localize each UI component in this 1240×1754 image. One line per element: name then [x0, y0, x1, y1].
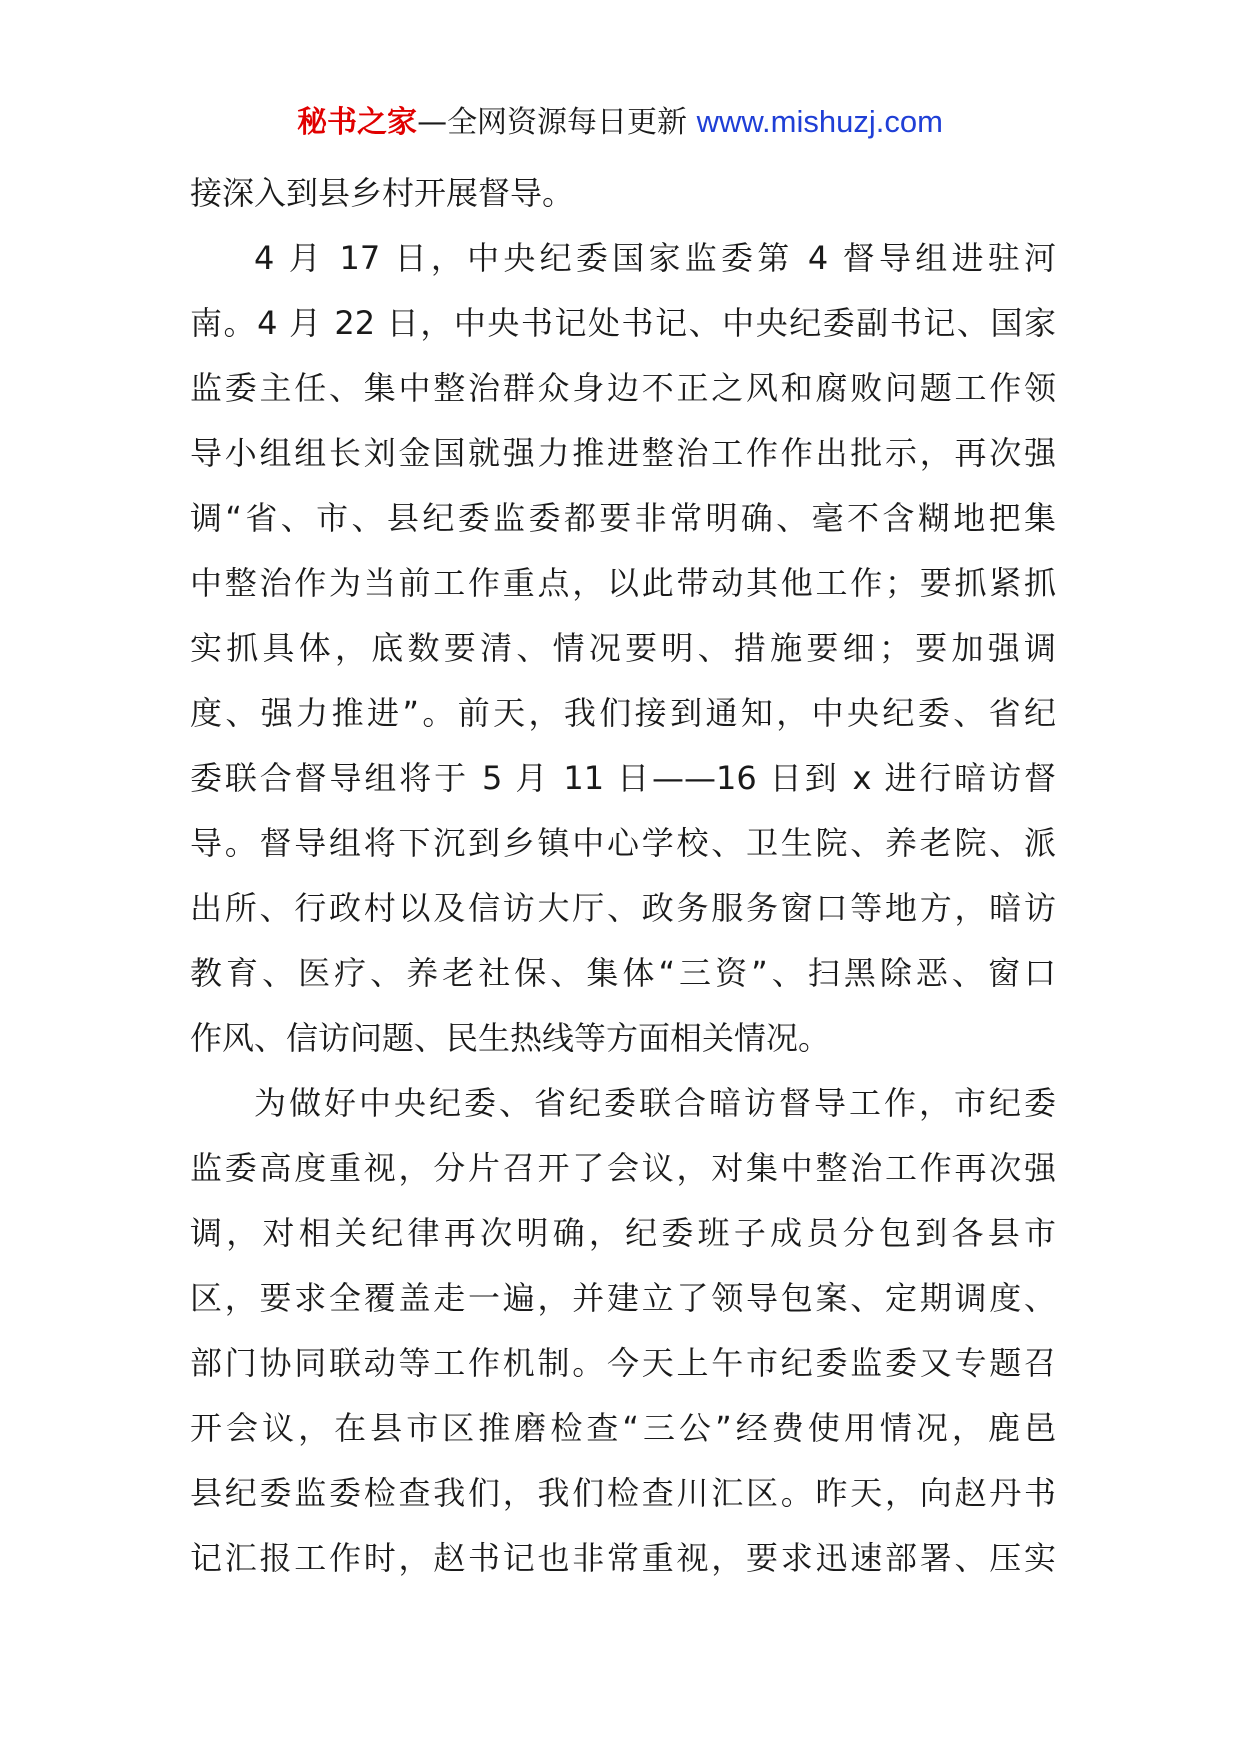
text-line: 导小组组长刘金国就强力推进整治工作作出批示，再次强 [190, 434, 1056, 472]
text-line: 4 月 17 日，中央纪委国家监委第 4 督导组进驻河 [254, 239, 1056, 277]
text-line: 南。4 月 22 日，中央书记处书记、中央纪委副书记、国家 [190, 304, 1056, 342]
text-line: 开会议，在县市区推磨检查“三公”经费使用情况，鹿邑 [190, 1409, 1056, 1447]
text-line: 实抓具体，底数要清、情况要明、措施要细；要加强调 [190, 629, 1056, 667]
text-line: 教育、医疗、养老社保、集体“三资”、扫黑除恶、窗口 [190, 954, 1056, 992]
text-line: 部门协同联动等工作机制。今天上午市纪委监委又专题召 [190, 1344, 1056, 1382]
text-line: 导。督导组将下沉到乡镇中心学校、卫生院、养老院、派 [190, 824, 1056, 862]
text-line: 区，要求全覆盖走一遍，并建立了领导包案、定期调度、 [190, 1279, 1056, 1317]
text-line: 作风、信访问题、民生热线等方面相关情况。 [190, 1019, 831, 1057]
text-line: 委联合督导组将于 5 月 11 日——16 日到 x 进行暗访督 [190, 759, 1056, 797]
text-line: 为做好中央纪委、省纪委联合暗访督导工作，市纪委 [254, 1084, 1056, 1122]
text-line: 监委高度重视，分片召开了会议，对集中整治工作再次强 [190, 1149, 1056, 1187]
text-line: 县纪委监委检查我们，我们检查川汇区。昨天，向赵丹书 [190, 1474, 1056, 1512]
page-header [0, 100, 1240, 145]
brand-name: 秘书之家 [297, 105, 418, 140]
text-line: 出所、行政村以及信访大厅、政务服务窗口等地方，暗访 [190, 889, 1056, 927]
text-line: 接深入到县乡村开展督导。 [190, 174, 575, 212]
website-link[interactable]: www.mishuzj.com [696, 104, 943, 139]
text-line: 度、强力推进”。前天，我们接到通知，中央纪委、省纪 [190, 694, 1056, 732]
document-body [190, 161, 1056, 1591]
text-line: 调，对相关纪律再次明确，纪委班子成员分包到各县市 [190, 1214, 1056, 1252]
header-tagline: —全网资源每日更新 [417, 105, 697, 140]
text-line: 中整治作为当前工作重点，以此带动其他工作；要抓紧抓 [190, 564, 1056, 602]
text-line: 监委主任、集中整治群众身边不正之风和腐败问题工作领 [190, 369, 1056, 407]
text-line: 记汇报工作时，赵书记也非常重视，要求迅速部署、压实 [190, 1539, 1056, 1577]
text-line: 调“省、市、县纪委监委都要非常明确、毫不含糊地把集 [190, 499, 1056, 537]
